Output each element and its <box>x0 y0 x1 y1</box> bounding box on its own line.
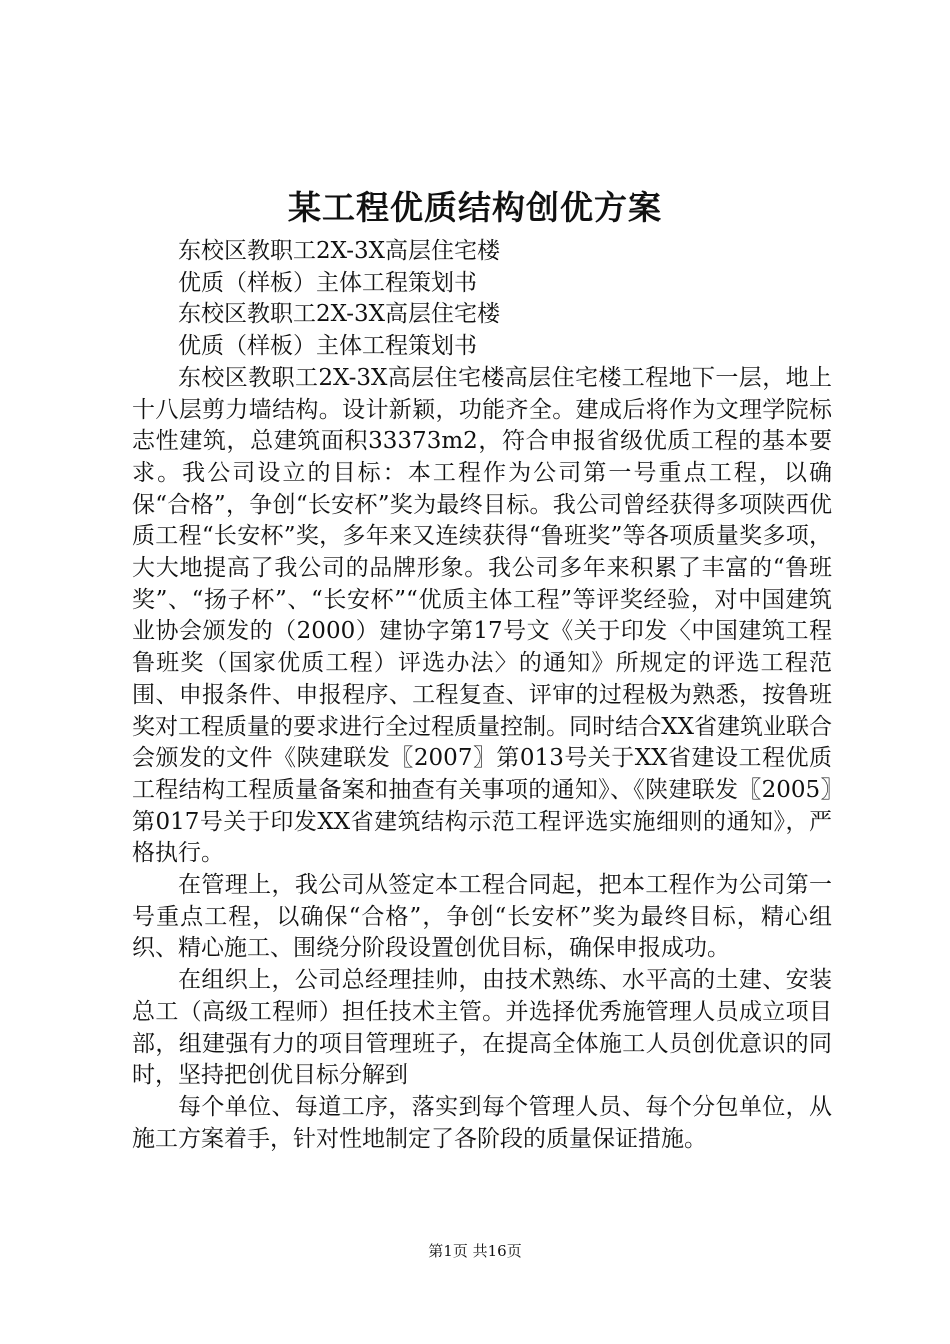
paragraph: 每个单位、每道工序，落实到每个管理人员、每个分包单位，从施工方案着手，针对性地制定了各阶段的质量保证措施。 <box>132 1093 832 1152</box>
paragraph: 在组织上，公司总经理挂帅，由技术熟练、水平高的土建、安装总工（高级工程师）担任技术主管。并选择优秀施管理人员成立项目部，组建强有力的项目管理班子，在提高全体施工人员创优意识的同时，坚持把创优目标分解到 <box>132 967 832 1089</box>
paragraph: 优质（样板）主体工程策划书 <box>178 269 477 296</box>
document-title: 某工程优质结构创优方案 <box>288 188 662 227</box>
paragraph: 东校区教职工2X-3X高层住宅楼高层住宅楼工程地下一层，地上十八层剪力墙结构。设计新颖，功能齐全。建成后将作为文理学院标志性建筑，总建筑面积33373m2，符合申报省级优质工程的基本要求。我公司设立的目标：本工程作为公司第一号重点工程，以确保“合格”，争创“长安杯”奖为最终目标。我公司曾经获得多项陕西优质工程“长安杯”奖，多年来又连续获得“鲁班奖”等各项质量奖多项，大大地提高了我公司的品牌形象。我公司多年来积累了丰富的“鲁班奖”、“扬子杯”、“长安杯”“优质主体工程”等评奖经验，对中国建筑业协会颁发的（2000）建协字第17号文《关于印发〈中国建筑工程鲁班奖（国家优质工程）评选办法〉的通知》所规定的评选工程范围、申报条件、申报程序、工程复查、评审的过程极为熟悉，按鲁班奖对工程质量的要求进行全过程质量控制。同时结合XX省建筑业联合会颁发的文件《陕建联发〖2007〗第013号关于XX省建设工程优质工程结构工程质量备案和抽查有关事项的通知》、《陕建联发〖2005〗第017号关于印发XX省建筑结构示范工程评选实施细则的通知》，严格执行。 <box>132 364 832 867</box>
paragraph: 优质（样板）主体工程策划书 <box>178 333 477 360</box>
page-footer: 第1页 共16页 <box>428 1242 522 1260</box>
paragraph: 东校区教职工2X-3X高层住宅楼 <box>178 301 500 328</box>
document-body <box>132 236 832 1155</box>
paragraph: 在管理上，我公司从签定本工程合同起，把本工程作为公司第一号重点工程，以确保“合格”，争创“长安杯”奖为最终目标，精心组织、精心施工、围绕分阶段设置创优目标，确保申报成功。 <box>132 872 832 962</box>
paragraph: 东校区教职工2X-3X高层住宅楼 <box>178 238 500 264</box>
